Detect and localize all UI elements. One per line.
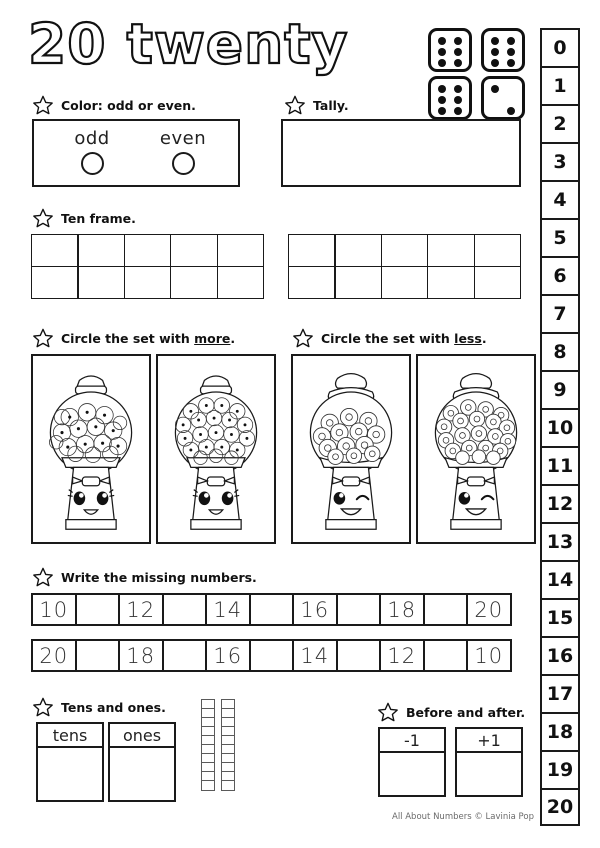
- tens-column[interactable]: [36, 722, 104, 802]
- missing-number-blank[interactable]: [423, 593, 469, 626]
- star-icon: [32, 696, 54, 718]
- section-heading-odd-even: [32, 94, 196, 116]
- ten-frame-cell[interactable]: [381, 234, 428, 267]
- even-option[interactable]: [152, 128, 214, 175]
- ones-answer-cell[interactable]: [110, 748, 174, 824]
- die-pip: [438, 85, 446, 93]
- odd-label: odd: [74, 128, 110, 149]
- section-heading-tally: [284, 94, 349, 116]
- die-2: [481, 28, 525, 72]
- ten-frame-cell[interactable]: [474, 234, 521, 267]
- die-3: [428, 76, 472, 120]
- ones-header: ones: [110, 724, 174, 748]
- die-pip: [454, 107, 462, 115]
- number-strip-cell[interactable]: 13: [540, 522, 580, 560]
- number-strip-cell[interactable]: 7: [540, 294, 580, 332]
- donut-gumball-machine: [293, 356, 409, 542]
- die-pip: [438, 107, 446, 115]
- number-strip-cell[interactable]: 17: [540, 674, 580, 712]
- number-strip-cell[interactable]: 3: [540, 142, 580, 180]
- star-icon: [32, 327, 54, 349]
- section-heading-less: [292, 327, 487, 349]
- number-strip-cell[interactable]: 15: [540, 598, 580, 636]
- after-header: +1: [457, 729, 521, 753]
- section-label-tally: Tally.: [313, 97, 349, 113]
- section-label-before-after: Before and after.: [406, 704, 526, 720]
- die-1: [428, 28, 472, 72]
- base-ten-rod-2: [221, 699, 235, 791]
- ten-frame-cell[interactable]: [31, 266, 78, 299]
- before-header: -1: [380, 729, 444, 753]
- ten-frame-cell[interactable]: [427, 234, 474, 267]
- more-label-before: Circle the set with: [61, 330, 195, 346]
- missing-number-given[interactable]: 20: [31, 639, 77, 672]
- missing-number-given[interactable]: 20: [466, 593, 512, 626]
- more-label-keyword: more: [194, 330, 231, 346]
- footer-credit: All About Numbers © Lavinia Pop: [392, 812, 534, 822]
- section-label-odd-even: Color: odd or even.: [61, 97, 196, 113]
- die-pip: [491, 37, 499, 45]
- before-answer-cell[interactable]: [380, 753, 444, 819]
- die-pip: [438, 48, 446, 56]
- ten-frame-cell[interactable]: [78, 234, 125, 267]
- flower-gumball-machine: [33, 356, 149, 542]
- section-label-less: [321, 331, 487, 346]
- number-strip-cell[interactable]: 10: [540, 408, 580, 446]
- missing-number-blank[interactable]: [75, 639, 121, 672]
- less-label-after: .: [481, 330, 487, 346]
- number-strip-cell[interactable]: 12: [540, 484, 580, 522]
- ten-frame-cell[interactable]: [335, 234, 382, 267]
- ten-frame-cell[interactable]: [170, 266, 217, 299]
- missing-number-blank[interactable]: [249, 639, 295, 672]
- tally-answer-box[interactable]: [281, 119, 521, 187]
- star-icon: [377, 701, 399, 723]
- die-pip: [507, 59, 515, 67]
- missing-number-blank[interactable]: [162, 639, 208, 672]
- ones-column[interactable]: [108, 722, 176, 802]
- missing-number-given[interactable]: 16: [292, 593, 338, 626]
- missing-number-given[interactable]: 14: [205, 593, 251, 626]
- missing-number-given[interactable]: 18: [379, 593, 425, 626]
- missing-number-given[interactable]: 18: [118, 639, 164, 672]
- die-4: [481, 76, 525, 120]
- ten-frame-cell[interactable]: [124, 266, 171, 299]
- die-pip: [438, 37, 446, 45]
- number-strip-cell[interactable]: 4: [540, 180, 580, 218]
- ten-frame-2[interactable]: [289, 235, 521, 299]
- star-icon: [284, 94, 306, 116]
- number-strip-cell[interactable]: 18: [540, 712, 580, 750]
- before-column[interactable]: [378, 727, 446, 797]
- flower-gumball-machine: [158, 356, 274, 542]
- missing-number-given[interactable]: 12: [379, 639, 425, 672]
- page-title: 20 twenty: [28, 12, 349, 76]
- missing-number-given[interactable]: 14: [292, 639, 338, 672]
- number-strip-cell[interactable]: 14: [540, 560, 580, 598]
- star-icon: [292, 327, 314, 349]
- die-pip: [507, 48, 515, 56]
- odd-circle[interactable]: [81, 152, 104, 175]
- rod-segment: [221, 780, 235, 791]
- more-set-left[interactable]: [31, 354, 151, 544]
- tens-answer-cell[interactable]: [38, 748, 102, 824]
- missing-number-blank[interactable]: [249, 593, 295, 626]
- number-strip-cell[interactable]: 16: [540, 636, 580, 674]
- die-pip: [507, 37, 515, 45]
- section-heading-before-after: [377, 701, 525, 723]
- section-heading-more: [32, 327, 235, 349]
- section-label-missing-numbers: Write the missing numbers.: [61, 569, 257, 585]
- ten-frame-cell[interactable]: [335, 266, 382, 299]
- number-strip-cell[interactable]: 2: [540, 104, 580, 142]
- star-icon: [32, 94, 54, 116]
- section-label-tens-ones: Tens and ones.: [61, 699, 166, 715]
- more-set-right[interactable]: [156, 354, 276, 544]
- missing-number-given[interactable]: 12: [118, 593, 164, 626]
- tens-header: tens: [38, 724, 102, 748]
- ten-frame-cell[interactable]: [217, 234, 264, 267]
- die-pip: [491, 48, 499, 56]
- ten-frame-cell[interactable]: [31, 234, 78, 267]
- ten-frame-cell[interactable]: [288, 266, 335, 299]
- less-label-keyword: less: [454, 330, 482, 346]
- die-pip: [438, 59, 446, 67]
- missing-number-given[interactable]: 16: [205, 639, 251, 672]
- ten-frame-cell[interactable]: [288, 234, 335, 267]
- odd-even-box[interactable]: [32, 119, 240, 187]
- more-label-after: .: [230, 330, 236, 346]
- ten-frame-cell[interactable]: [217, 266, 264, 299]
- number-strip-cell[interactable]: 19: [540, 750, 580, 788]
- missing-number-blank[interactable]: [75, 593, 121, 626]
- die-pip: [454, 85, 462, 93]
- ten-frame-cell[interactable]: [170, 234, 217, 267]
- number-strip-cell[interactable]: 9: [540, 370, 580, 408]
- die-pip: [454, 37, 462, 45]
- die-pip: [491, 59, 499, 67]
- section-heading-missing-numbers: [32, 566, 257, 588]
- missing-number-blank[interactable]: [336, 639, 382, 672]
- missing-numbers-row-descending[interactable]: [31, 639, 512, 672]
- ten-frame-cell[interactable]: [78, 266, 125, 299]
- ten-frame-cell[interactable]: [124, 234, 171, 267]
- ten-frame-1[interactable]: [32, 235, 264, 299]
- number-strip-cell[interactable]: 11: [540, 446, 580, 484]
- die-pip: [491, 85, 499, 93]
- die-pip: [454, 96, 462, 104]
- even-circle[interactable]: [172, 152, 195, 175]
- section-label-more: [61, 331, 235, 346]
- number-strip-cell[interactable]: 20: [540, 788, 580, 826]
- after-answer-cell[interactable]: [457, 753, 521, 819]
- number-strip-cell[interactable]: 1: [540, 66, 580, 104]
- missing-number-given[interactable]: 10: [31, 593, 77, 626]
- number-strip-cell[interactable]: 6: [540, 256, 580, 294]
- number-strip: [540, 28, 580, 826]
- section-label-ten-frame: Ten frame.: [61, 210, 136, 226]
- missing-number-blank[interactable]: [162, 593, 208, 626]
- star-icon: [32, 566, 54, 588]
- ten-frame-cell[interactable]: [427, 266, 474, 299]
- section-heading-ten-frame: [32, 207, 136, 229]
- section-heading-tens-ones: [32, 696, 166, 718]
- die-pip: [454, 59, 462, 67]
- number-strip-cell[interactable]: 0: [540, 28, 580, 66]
- die-pip: [454, 48, 462, 56]
- missing-numbers-row-ascending[interactable]: [31, 593, 512, 626]
- even-label: even: [159, 128, 207, 149]
- ten-frame-cell[interactable]: [381, 266, 428, 299]
- ten-frame-cell[interactable]: [474, 266, 521, 299]
- missing-number-blank[interactable]: [336, 593, 382, 626]
- die-pip: [507, 107, 515, 115]
- after-column[interactable]: [455, 727, 523, 797]
- less-label-before: Circle the set with: [321, 330, 455, 346]
- less-set-right[interactable]: [416, 354, 536, 544]
- missing-number-blank[interactable]: [423, 639, 469, 672]
- rod-segment: [201, 780, 215, 791]
- odd-option[interactable]: [62, 128, 122, 175]
- number-strip-cell[interactable]: 8: [540, 332, 580, 370]
- donut-gumball-machine: [418, 356, 534, 542]
- die-pip: [438, 96, 446, 104]
- base-ten-rod-1: [201, 699, 215, 791]
- star-icon: [32, 207, 54, 229]
- less-set-left[interactable]: [291, 354, 411, 544]
- number-strip-cell[interactable]: 5: [540, 218, 580, 256]
- missing-number-given[interactable]: 10: [466, 639, 512, 672]
